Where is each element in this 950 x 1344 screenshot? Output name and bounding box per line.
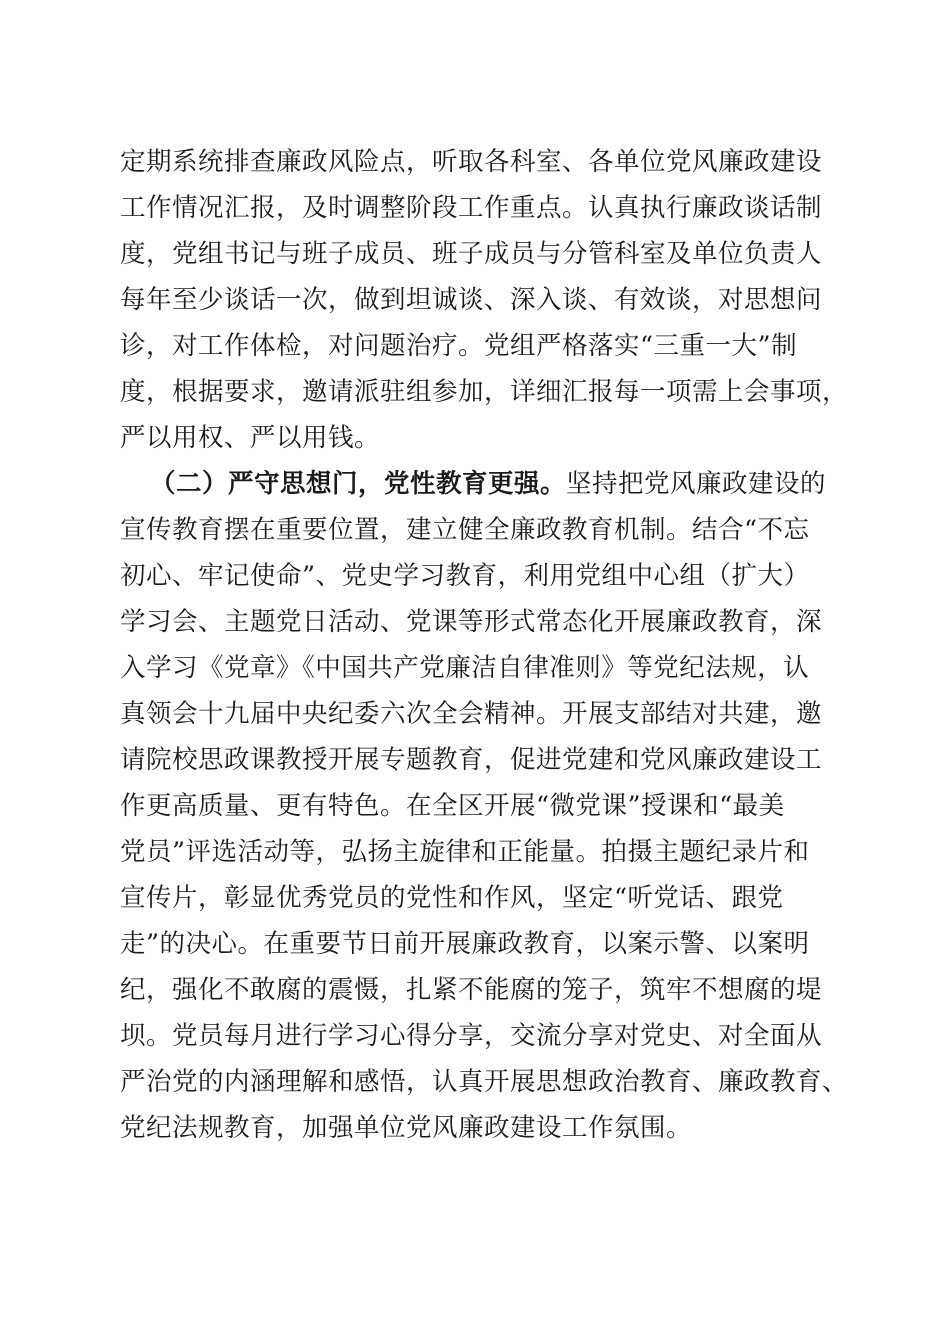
paragraph-2-line-11: 走”的决心。在重要节日前开展廉政教育，以案示警、以案明: [120, 929, 810, 959]
paragraph-2-first-line-text: 坚持把党风廉政建设的: [566, 469, 827, 499]
paragraph-2-line-8: 作更高质量、更有特色。在全区开展“微党课”授课和“最美: [120, 791, 785, 821]
paragraph-2-first-line: [150, 464, 840, 504]
paragraph-2-line-13: 坝。党员每月进行学习心得分享，交流分享对党史、对全面从: [120, 1021, 823, 1051]
paragraph-2-line-4: 学习会、主题党日活动、党课等形式常态化开展廉政教育，深: [120, 607, 823, 637]
paragraph-1-line-2: 工作情况汇报，及时调整阶段工作重点。认真执行廉政谈话制: [120, 193, 823, 223]
paragraph-1-line-7: 严以用权、严以用钱。: [120, 423, 381, 453]
section-heading: （二）严守思想门，党性教育更强。: [150, 469, 567, 499]
paragraph-2-line-3: 初心、牢记使命”、党史学习教育，利用党组中心组（扩大）: [120, 561, 810, 591]
paragraph-2-line-15: 党纪法规教育，加强单位党风廉政建设工作氛围。: [120, 1113, 693, 1143]
paragraph-2-line-7: 请院校思政课教授开展专题教育，促进党建和党风廉政建设工: [120, 745, 823, 775]
paragraph-1-line-4: 每年至少谈话一次，做到坦诚谈、深入谈、有效谈，对思想问: [120, 285, 823, 315]
paragraph-1-line-6: 度，根据要求，邀请派驻组参加，详细汇报每一项需上会事项，: [120, 377, 849, 407]
paragraph-2-line-5: 入学习《党章》《中国共产党廉洁自律准则》等党纪法规，认: [120, 653, 810, 683]
paragraph-2-line-14: 严治党的内涵理解和感悟，认真开展思想政治教育、廉政教育、: [120, 1067, 849, 1097]
paragraph-1-line-3: 度，党组书记与班子成员、班子成员与分管科室及单位负责人: [120, 239, 823, 269]
paragraph-2-line-6: 真领会十九届中央纪委六次全会精神。开展支部结对共建，邀: [120, 699, 823, 729]
paragraph-1-line-5: 诊，对工作体检，对问题治疗。党组严格落实“三重一大”制: [120, 331, 798, 361]
paragraph-2-line-12: 纪，强化不敢腐的震慑，扎紧不能腐的笼子，筑牢不想腐的堤: [120, 975, 823, 1005]
paragraph-1-line-1: 定期系统排查廉政风险点，听取各科室、各单位党风廉政建设: [120, 147, 823, 177]
paragraph-2-line-9: 党员”评选活动等，弘扬主旋律和正能量。拍摄主题纪录片和: [120, 837, 810, 867]
paragraph-2-line-10: 宣传片，彰显优秀党员的党性和作风，坚定“听党话、跟党: [120, 883, 784, 913]
paragraph-2-line-2: 宣传教育摆在重要位置，建立健全廉政教育机制。结合“不忘: [120, 515, 810, 545]
